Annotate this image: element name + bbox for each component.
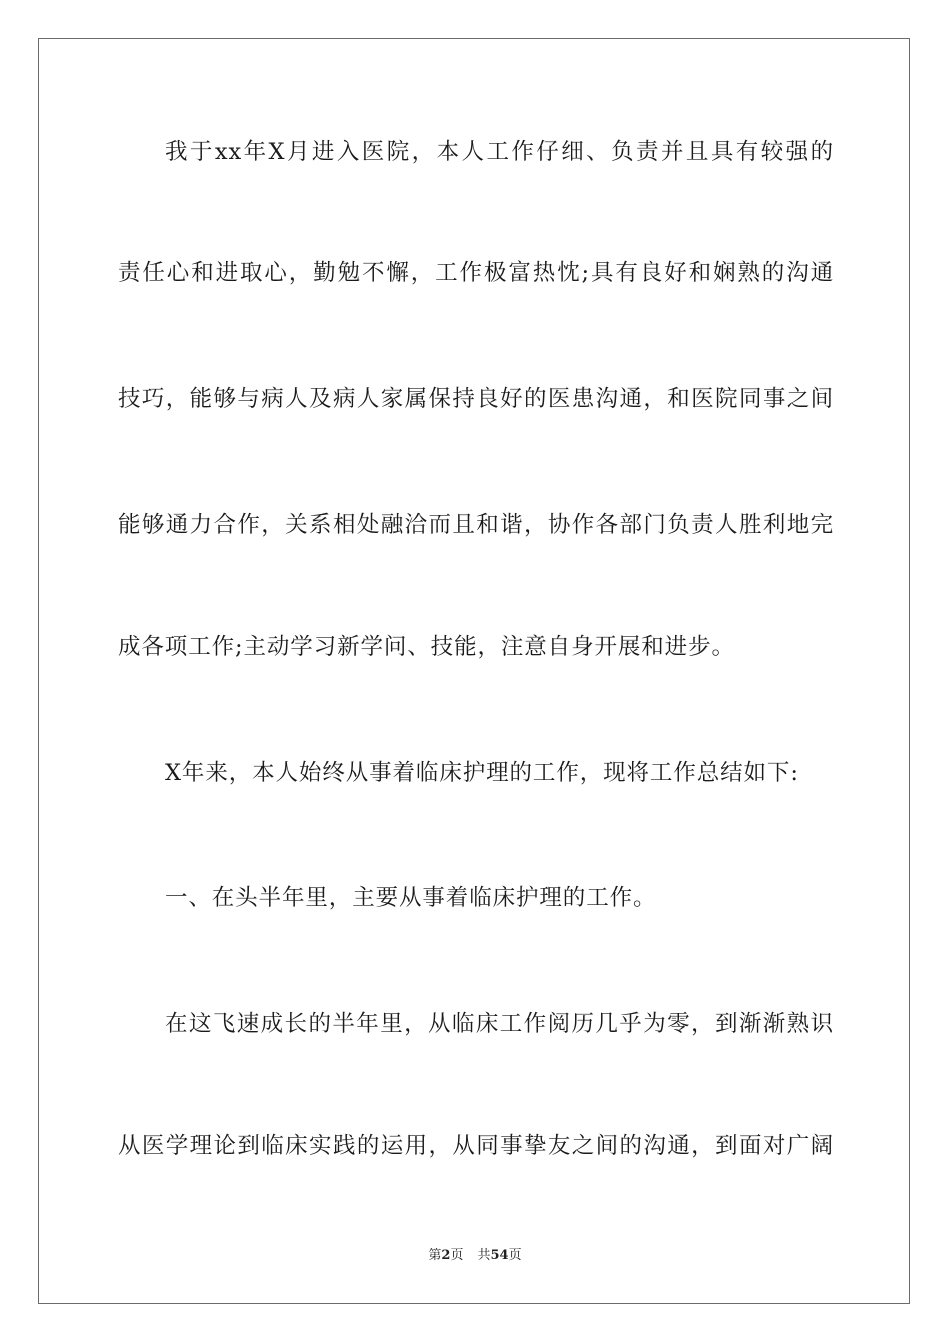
footer-total-prefix: 共 <box>477 1248 491 1263</box>
footer-page-suffix: 页 <box>450 1248 464 1263</box>
paragraph-line-4: 能够通力合作，关系相处融洽而且和谐，协作各部门负责人胜利地完 <box>118 512 834 538</box>
paragraph-line-6: X年来，本人始终从事着临床护理的工作，现将工作总结如下: <box>165 760 799 786</box>
paragraph-line-2: 责任心和进取心，勤勉不懈，工作极富热忱;具有良好和娴熟的沟通 <box>118 260 834 286</box>
paragraph-line-8: 从医学理论到临床实践的运用，从同事挚友之间的沟通，到面对广阔 <box>118 1133 834 1159</box>
paragraph-line-1: 我于xx年X月进入医院，本人工作仔细、负责并且具有较强的 <box>165 139 834 165</box>
section-heading-1: 一、在头半年里，主要从事着临床护理的工作。 <box>165 885 657 911</box>
footer-page-total: 54 <box>490 1248 509 1263</box>
footer-page-prefix: 第 <box>428 1248 442 1263</box>
page-footer <box>0 1247 950 1265</box>
footer-total-suffix: 页 <box>508 1248 522 1263</box>
paragraph-line-3: 技巧，能够与病人及病人家属保持良好的医患沟通，和医院同事之间 <box>118 386 834 412</box>
paragraph-line-7: 在这飞速成长的半年里，从临床工作阅历几乎为零，到渐渐熟识 <box>165 1011 834 1037</box>
page-border <box>38 38 910 1304</box>
footer-page-current: 2 <box>441 1248 451 1263</box>
paragraph-line-5: 成各项工作;主动学习新学问、技能，注意自身开展和进步。 <box>118 634 735 660</box>
